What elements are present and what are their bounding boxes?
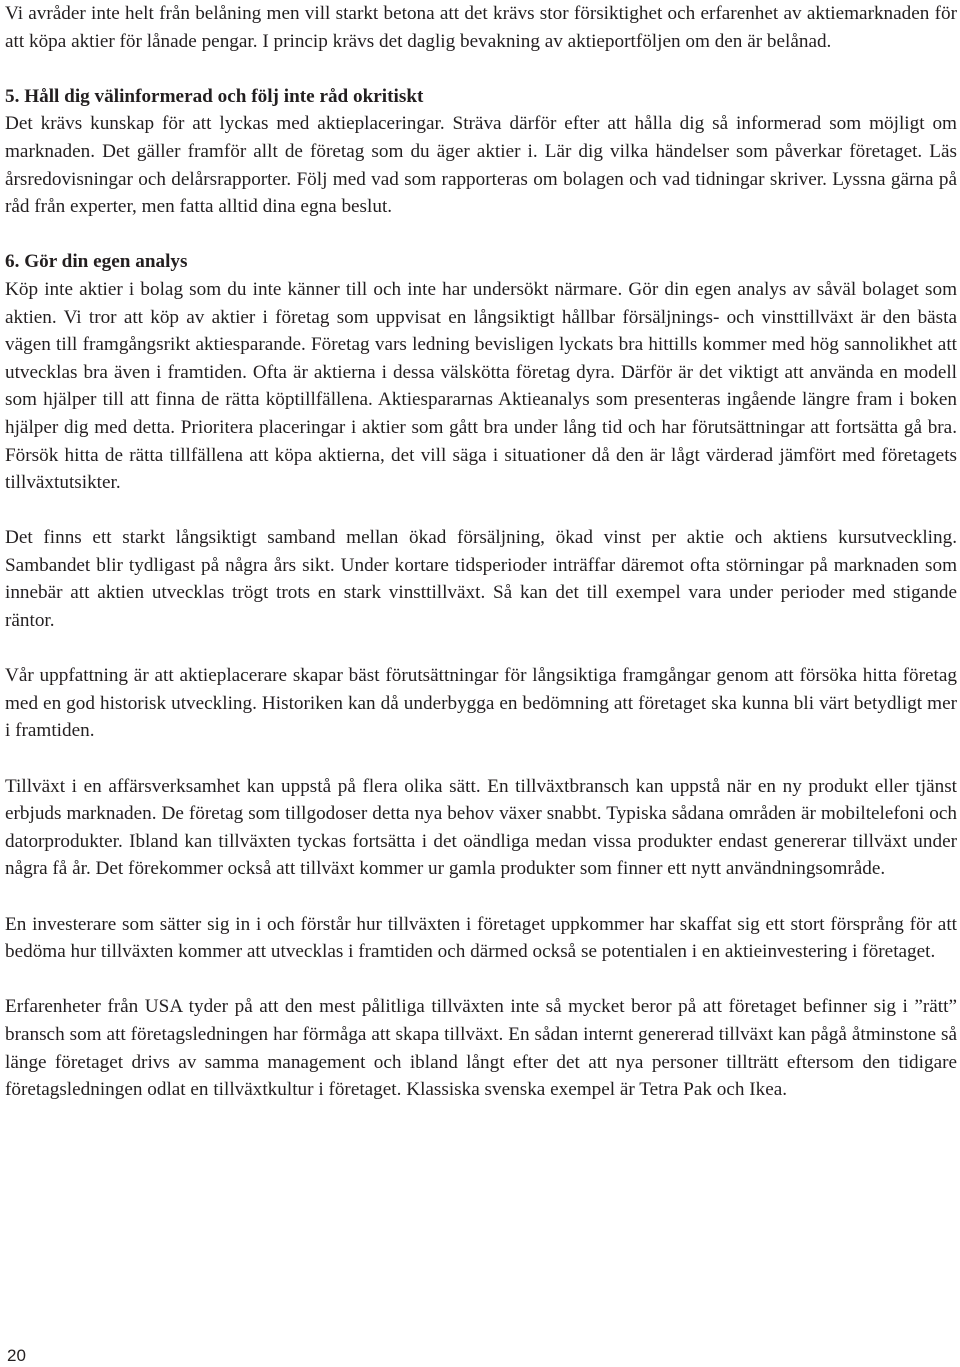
paragraph-historical-development: Vår uppfattning är att aktieplacerare skapar bäst förutsättningar för långsiktiga framgångar genom att försöka hitta företag med en god historisk utveckling. Historiken kan då underbygga en bedömning att företaget ska kunna bli värt betydligt mer i framtiden. bbox=[5, 665, 957, 742]
document-page bbox=[5, 0, 957, 1104]
intro-paragraph: Vi avråder inte helt från belåning men vill starkt betona att det krävs stor försiktighet och erfarenhet av aktiemarknaden för att köpa aktier för lånade pengar. I princip krävs det daglig bevakning av aktieportföljen om den är belånad. bbox=[5, 3, 957, 52]
paragraph-sales-growth: Det finns ett starkt långsiktigt samband mellan ökad försäljning, ökad vinst per aktie och aktiens kursutveckling. Sambandet blir tydligast på några års sikt. Under kortare tidsperioder inträffar däremot ofta störningar på marknaden som innebär att aktien utvecklas trögt trots en stark vinsttillväxt. Så kan det till exempel vara under perioder med stigande räntor. bbox=[5, 527, 957, 632]
section-6-body: Köp inte aktier i bolag som du inte känner till och inte har undersökt närmare. Gör din egen analys av såväl bolaget som aktien. Vi tror att köp av aktier i företag som uppvisat en långsiktigt hållbar försäljnings- och vinsttillväxt är den bästa vägen till framgångsrikt aktiesparande. Företag vars ledning bevisligen lyckats bra hittills kommer med hög sannolikhet att utvecklas bra även i framtiden. Ofta är aktierna i dessa välskötta företag dyra. Därför är det viktigt att använda en modell som hjälper till att finna de rätta köptillfällena. Aktiespararnas Aktieanalys som presenteras ingående längre fram i boken hjälper dig med detta. Prioritera placeringar i aktier som gått bra under lång tid och har förutsättningar att fortsätta gå bra. Försök hitta de rätta tillfällena att köpa aktierna, det vill säga i situationer då den är lågt värderad jämfört med företagets tillväxtutsikter. bbox=[5, 278, 957, 494]
section-6 bbox=[5, 248, 957, 496]
section-5-heading: 5. Håll dig välinformerad och följ inte råd okritiskt bbox=[5, 85, 424, 107]
section-6-heading: 6. Gör din egen analys bbox=[5, 251, 188, 273]
paragraph-investor-advantage: En investerare som sätter sig in i och förstår hur tillväxten i företaget uppkommer har skaffat sig ett stort försprång för att bedöma hur tillväxten kommer att utvecklas i framtiden och därmed också se potentialen i en aktieinvestering i företaget. bbox=[5, 913, 957, 963]
section-5 bbox=[5, 83, 957, 221]
page-number: 20 bbox=[7, 1346, 26, 1365]
paragraph-usa-experience: Erfarenheter från USA tyder på att den mest pålitliga tillväxten inte så mycket beror på att företaget befinner sig i ”rätt” bransch som att företagsledningen har förmåga att skapa tillväxt. En sådan internt genererad tillväxt kan pågå åtminstone så länge företaget drivs av samma management och ibland långt efter det att nya personer tillträtt eftersom den tidigare företagsledningen odlat en tillväxtkultur i företaget. Klassiska svenska exempel är Tetra Pak och Ikea. bbox=[5, 996, 957, 1101]
section-5-body: Det krävs kunskap för att lyckas med aktieplaceringar. Sträva därför efter att hålla dig så informerad som möjligt om marknaden. Det gäller framför allt de företag som du äger aktier i. Lär dig vilka händelser som påverkar företaget. Läs årsredovisningar och delårsrapporter. Följ med vad som rapporteras om bolagen och vad tidningar skriver. Lyssna gärna på råd från experter, men fatta alltid dina egna beslut. bbox=[5, 113, 957, 218]
paragraph-growth-sources: Tillväxt i en affärsverksamhet kan uppstå på flera olika sätt. En tillväxtbransch kan uppstå när en ny produkt eller tjänst erbjuds marknaden. De företag som tillgodoser detta nya behov växer snabbt. Typiska sådana områden är mobiltelefoni och datorprodukter. Ibland kan tillväxten tyckas fortsätta i det oändliga medan vissa produkter endast genererar tillväxt under några få år. Det förekommer också att tillväxt kommer ur gamla produkter som finner ett nytt användningsområde. bbox=[5, 775, 957, 880]
